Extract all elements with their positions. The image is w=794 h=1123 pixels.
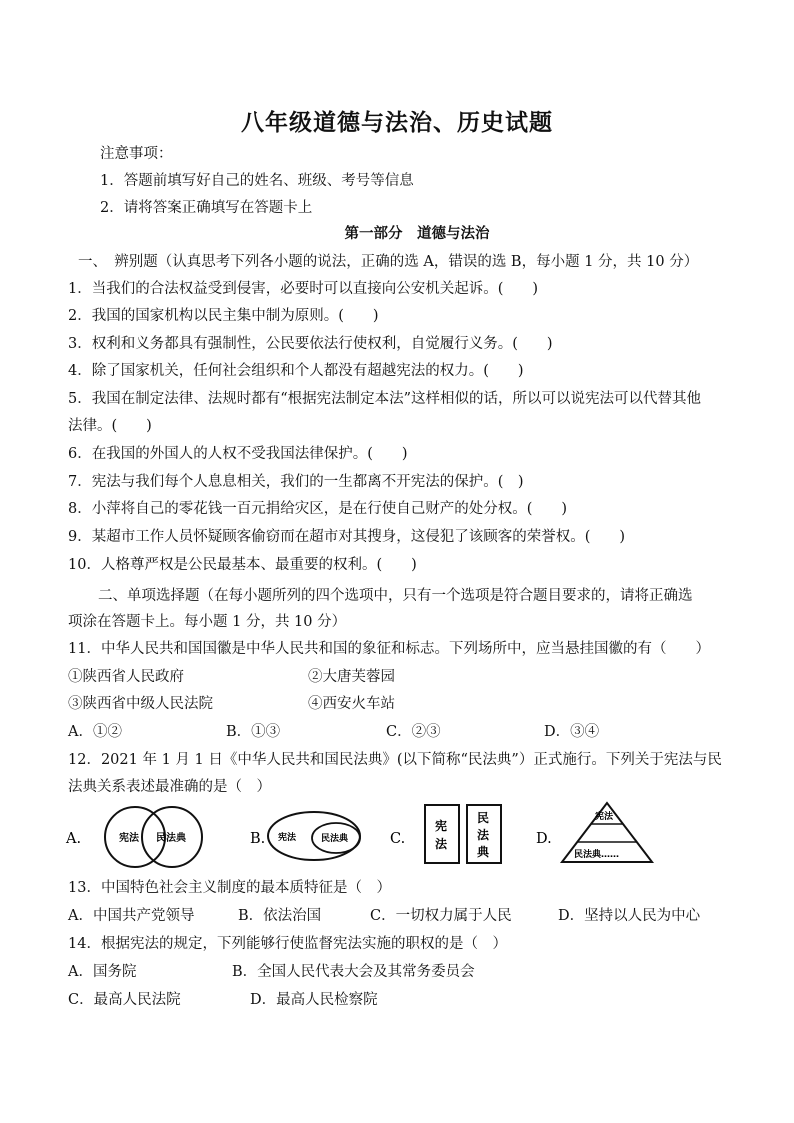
q11-item: ②大唐芙蓉园 [308, 669, 395, 685]
question-14-options-row [68, 962, 668, 982]
q11-option: B．①③ [226, 724, 281, 740]
question-item-continued: 法律。( ) [68, 418, 152, 434]
q13-option: A．中国共产党领导 [68, 908, 195, 924]
q14-option: A．国务院 [68, 964, 137, 980]
q13-option: D．坚持以人民为中心 [558, 908, 701, 924]
q13-option: C．一切权力属于人民 [370, 908, 512, 924]
venn-label-civil-code: 民法典 [156, 833, 186, 844]
pyramid-label-constitution: 宪法 [595, 812, 614, 822]
section2-heading-continued: 项涂在答题卡上。每小题 1 分，共 10 分） [68, 614, 347, 630]
question-item: 5．我国在制定法律、法规时都有“根据宪法制定本法”这样相似的话，所以可以说宪法可以代替其他 [68, 391, 702, 407]
question-12-stem: 12．2021 年 1 月 1 日《中华人民共和国民法典》(以下简称“民法典”）正式施行。下列关于宪法与民 [68, 752, 722, 768]
q12-diagrams-svg [60, 800, 700, 870]
question-item: 4．除了国家机关，任何社会组织和个人都没有超越宪法的权力。( ) [68, 363, 524, 379]
question-11-items-row [68, 694, 668, 714]
question-14-stem: 14．根据宪法的规定，下列能够行使监督宪法实施的职权的是（ ） [68, 936, 507, 952]
q11-option: A．①② [68, 724, 122, 740]
question-item: 10．人格尊严权是公民最基本、最重要的权利。( ) [68, 557, 417, 573]
box-char: 典 [477, 845, 490, 859]
question-11-stem: 11．中华人民共和国国徽是中华人民共和国的象征和标志。下列场所中，应当悬挂国徽的有（ ） [68, 641, 710, 657]
question-12-diagram-options [60, 800, 700, 870]
q13-option: B．依法治国 [238, 908, 322, 924]
q12-option-a-label: A. [66, 831, 82, 847]
question-item: 2．我国的国家机构以民主集中制为原则。( ) [68, 308, 379, 324]
question-item: 6．在我国的外国人的人权不受我国法律保护。( ) [68, 446, 408, 462]
q12-option-d-label: D. [536, 831, 552, 847]
q11-item: ④西安火车站 [308, 696, 395, 712]
q11-item: ③陕西省中级人民法院 [68, 696, 213, 712]
box-char: 法 [477, 828, 490, 842]
page-title: 八年级道德与法治、历史试题 [241, 109, 553, 136]
nested-label-civil-code: 民法典 [321, 834, 349, 844]
section2-heading: 二、单项选择题（在每小题所列的四个选项中，只有一个选项是符合题目要求的，请将正确选 [98, 588, 693, 604]
question-13-options [68, 906, 758, 926]
q11-item: ①陕西省人民政府 [68, 669, 184, 685]
q12-option-b-label: B. [250, 831, 266, 847]
question-item: 3．权利和义务都具有强制性，公民要依法行使权利，自觉履行义务。( ) [68, 336, 553, 352]
question-12-stem-continued: 法典关系表述最准确的是（ ） [68, 779, 271, 795]
box-char: 法 [435, 837, 448, 851]
q14-option: C．最高人民法院 [68, 992, 181, 1008]
question-13-stem: 13．中国特色社会主义制度的最本质特征是（ ） [68, 880, 391, 896]
notice-item: 2．请将答案正确填写在答题卡上 [100, 200, 313, 216]
q14-option: D．最高人民检察院 [250, 992, 378, 1008]
notice-item: 1．答题前填写好自己的姓名、班级、考号等信息 [100, 173, 414, 189]
question-11-options [68, 722, 708, 742]
q12-option-c-label: C. [390, 831, 406, 847]
nested-label-constitution: 宪法 [278, 833, 297, 843]
q11-option: C．②③ [386, 724, 441, 740]
part-title: 第一部分 道德与法治 [344, 225, 490, 242]
q11-option: D．③④ [544, 724, 600, 740]
box-char: 宪 [435, 819, 448, 833]
q14-option: B．全国人民代表大会及其常务委员会 [232, 964, 475, 980]
question-item: 8．小萍将自己的零花钱一百元捐给灾区，是在行使自己财产的处分权。( ) [68, 501, 568, 517]
question-item: 7．宪法与我们每个人息息相关，我们的一生都离不开宪法的保护。( ) [68, 474, 524, 490]
box-char: 民 [477, 811, 490, 825]
section1-heading: 一、 辨别题（认真思考下列各小题的说法，正确的选 A，错误的选 B，每小题 1 分，共 10 分） [78, 254, 699, 270]
venn-label-constitution: 宪法 [119, 833, 139, 844]
pyramid-label-civil-code: 民法典…… [574, 850, 620, 860]
question-item: 9．某超市工作人员怀疑顾客偷窃而在超市对其搜身，这侵犯了该顾客的荣誉权。( ) [68, 529, 626, 545]
box-constitution [425, 805, 459, 863]
question-11-items-row [68, 667, 668, 687]
question-14-options-row [68, 990, 668, 1010]
notice-heading: 注意事项： [100, 146, 173, 162]
question-item: 1．当我们的合法权益受到侵害，必要时可以直接向公安机关起诉。( ) [68, 281, 539, 297]
